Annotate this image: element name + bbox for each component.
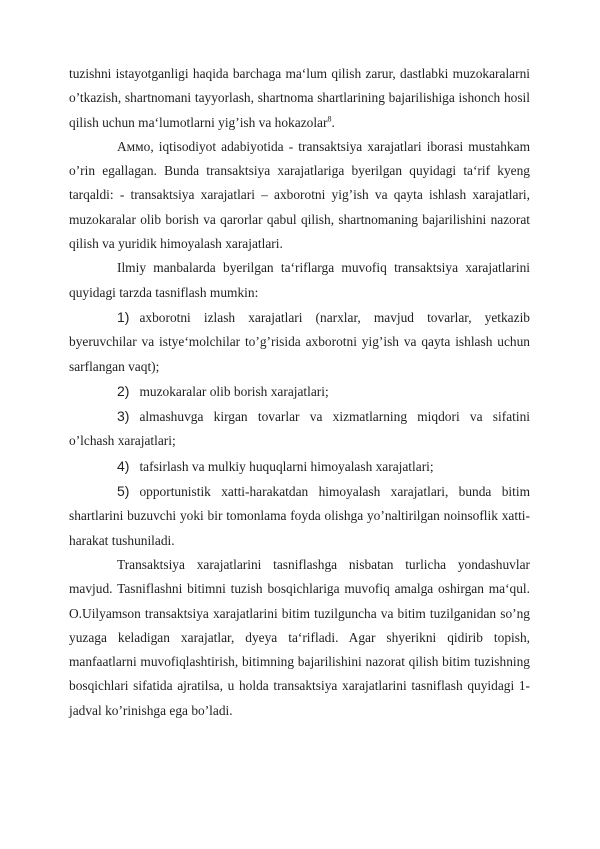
paragraph-end-punct: . [331, 114, 335, 130]
paragraph-text: Аммо, iqtisodiyot adabiyotida - transaktsiya xarajatlari iborasi mustahkam o’rin egallagan. Bunda transaktsiya xarajatlariga byerilgan quyidagi ta‘rif kyeng tarqaldi: - transaktsiya xarajatlari – axborotni yig’ish va qayta ishlash xarajatlari, muzokaralar olib borish va qarorlar qabul qilish, shartnomaning bajarilishini nazorat qilish va yuridik himoyalash xarajatlari. [69, 138, 530, 252]
paragraph-definition [69, 135, 530, 256]
list-item-number: 5) [117, 483, 130, 500]
list-item-number: 4) [117, 457, 130, 474]
list-item [69, 404, 530, 454]
list-item [69, 379, 530, 404]
paragraph-continuation [69, 62, 530, 135]
list-item-text: muzokaralar olib borish xarajatlari; [139, 383, 329, 399]
list-item-text: axborotni izlash xarajatlari (narxlar, mavjud tovarlar, yetkazib byeruvchilar va istye‘molchilar to’g’risida axborotni yig’ish va qayta ishlash uchun sarflangan vaqt); [69, 309, 530, 374]
paragraph-text: Transaktsiya xarajatlarini tasniflashga nisbatan turlicha yondashuvlar mavjud. Tasniflashni bitimni tuzish bosqichlariga muvofiq amalga oshirgan ma‘qul. O.Uilyamson transaktsiya xarajatlarini bitim tuzilguncha va bitim tuzilganidan so’ng yuzaga keladigan xarajatlar, dyeya ta‘rifladi. Agar shyerikni qidirib topish, manfaatlarni muvofiqlashtirish, bitimning bajarilishini nazorat qilish bitim tuzishning bosqichlari sifatida ajratilsa, u holda transaktsiya xarajatlarini tasniflash quyidagi 1-jadval ko’rinishga ega bo’ladi. [69, 556, 530, 718]
list-item-number: 2) [117, 382, 130, 399]
list-item [69, 479, 530, 553]
list-item [69, 454, 530, 479]
paragraph-closing [69, 553, 530, 723]
paragraph-classification-intro [69, 256, 530, 305]
footnote-reference[interactable]: 8 [327, 114, 332, 124]
list-item-text: opportunistik xatti-harakatdan himoyalash xarajatlari, bunda bitim shartlarini buzuvchi yoki bir tomonlama foyda olishga yo’naltirilgan noinsoflik xatti-harakat tushuniladi. [69, 484, 530, 548]
list-item-number: 3) [117, 408, 130, 425]
paragraph-text: tuzishni istayotganligi haqida barchaga ma‘lum qilish zarur, dastlabki muzokaralarni o’tkazish, shartnomani tayyorlash, shartnoma shartlarining bajarilishiga ishonch hosil qilish uchun ma‘lumotlarni yig’ish va hokazolar [69, 66, 530, 130]
list-item [69, 305, 530, 379]
list-item-number: 1) [117, 308, 130, 325]
list-item-text: almashuvga kirgan tovarlar va xizmatlarning miqdori va sifatini o’lchash xarajatlari; [69, 409, 530, 449]
paragraph-text: Ilmiy manbalarda byerilgan ta‘riflarga muvofiq transaktsiya xarajatlarini quyidagi tarzda tasniflash mumkin: [69, 260, 530, 300]
body-text [69, 62, 530, 723]
list-item-text: tafsirlash va mulkiy huquqlarni himoyalash xarajatlari; [139, 458, 434, 474]
